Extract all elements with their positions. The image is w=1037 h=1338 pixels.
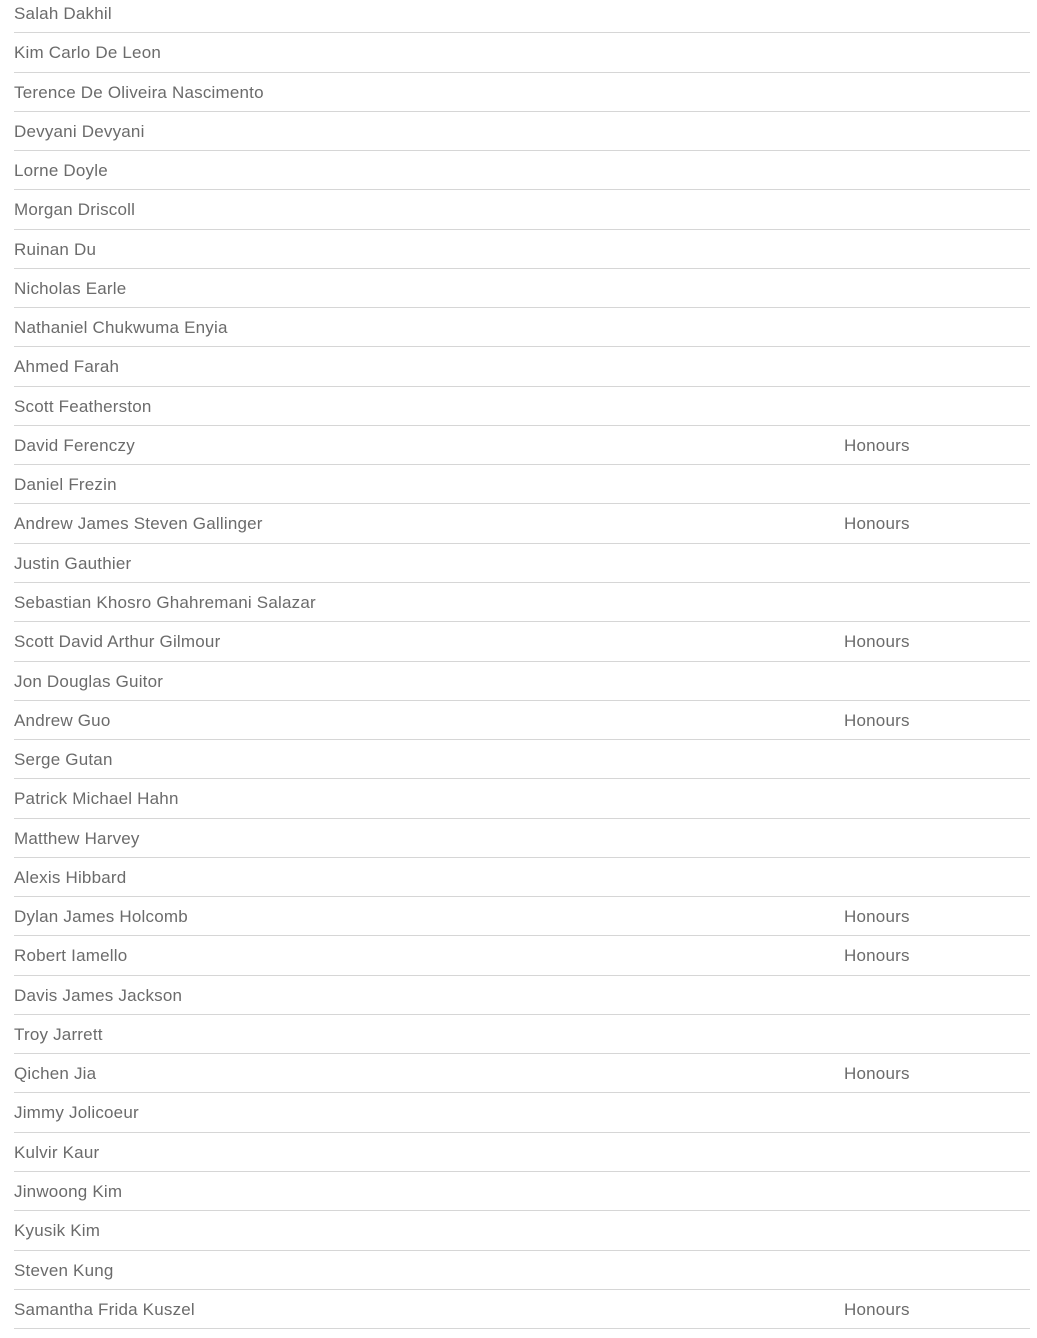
graduate-name: Jimmy Jolicoeur [14,1103,139,1123]
list-item [14,701,1030,740]
graduate-name: Lorne Doyle [14,161,108,181]
graduate-name: David Ferenczy [14,435,135,455]
graduate-name: Sebastian Khosro Ghahremani Salazar [14,592,316,612]
list-item [14,1093,1030,1132]
distinction-label: Honours [844,632,910,652]
list-item [14,347,1030,386]
graduate-name: Serge Gutan [14,750,113,770]
list-item [14,73,1030,112]
graduates-list [14,0,1030,1329]
distinction-label: Honours [844,710,910,730]
list-item [14,269,1030,308]
list-item [14,897,1030,936]
graduate-name: Scott David Arthur Gilmour [14,632,221,652]
list-item [14,190,1030,229]
graduate-name: Nathaniel Chukwuma Enyia [14,318,228,338]
graduate-name: Alexis Hibbard [14,867,127,887]
graduate-name: Nicholas Earle [14,278,127,298]
list-item [14,151,1030,190]
list-item [14,583,1030,622]
list-item [14,426,1030,465]
graduate-name: Terence De Oliveira Nascimento [14,82,264,102]
distinction-label: Honours [844,907,910,927]
distinction-label: Honours [844,514,910,534]
graduate-name: Steven Kung [14,1260,114,1280]
graduate-name: Robert Iamello [14,946,128,966]
graduate-name: Devyani Devyani [14,121,145,141]
list-item [14,622,1030,661]
list-item [14,544,1030,583]
list-item [14,308,1030,347]
list-item [14,1054,1030,1093]
list-item [14,740,1030,779]
list-item [14,819,1030,858]
list-item [14,465,1030,504]
distinction-label: Honours [844,946,910,966]
graduate-name: Kyusik Kim [14,1221,101,1241]
list-item [14,1251,1030,1290]
graduate-name: Jinwoong Kim [14,1181,123,1201]
graduate-name: Scott Featherston [14,396,152,416]
list-item [14,1211,1030,1250]
graduate-name: Andrew Guo [14,710,111,730]
distinction-label: Honours [844,1299,910,1319]
list-item [14,858,1030,897]
list-item [14,1290,1030,1329]
list-item [14,33,1030,72]
graduate-name: Ahmed Farah [14,357,120,377]
graduate-name: Morgan Driscoll [14,200,136,220]
graduate-name: Qichen Jia [14,1064,97,1084]
list-item [14,387,1030,426]
list-item [14,976,1030,1015]
list-item [14,1015,1030,1054]
list-item [14,1133,1030,1172]
list-item [14,504,1030,543]
graduate-name: Daniel Frezin [14,475,117,495]
list-item [14,1172,1030,1211]
graduate-name: Justin Gauthier [14,553,132,573]
list-item [14,112,1030,151]
graduate-name: Patrick Michael Hahn [14,789,179,809]
graduate-name: Davis James Jackson [14,985,183,1005]
graduate-name: Troy Jarrett [14,1024,103,1044]
graduate-name: Jon Douglas Guitor [14,671,164,691]
graduate-name: Salah Dakhil [14,4,112,23]
distinction-label: Honours [844,1064,910,1084]
graduate-name: Andrew James Steven Gallinger [14,514,263,534]
graduate-name: Dylan James Holcomb [14,907,188,927]
list-item [14,662,1030,701]
list-item [14,936,1030,975]
graduate-name: Samantha Frida Kuszel [14,1299,195,1319]
list-item [14,230,1030,269]
list-item [14,0,1030,33]
graduate-name: Ruinan Du [14,239,97,259]
distinction-label: Honours [844,435,910,455]
graduate-name: Kim Carlo De Leon [14,43,162,63]
graduate-name: Kulvir Kaur [14,1142,100,1162]
list-item [14,779,1030,818]
graduate-name: Matthew Harvey [14,828,140,848]
